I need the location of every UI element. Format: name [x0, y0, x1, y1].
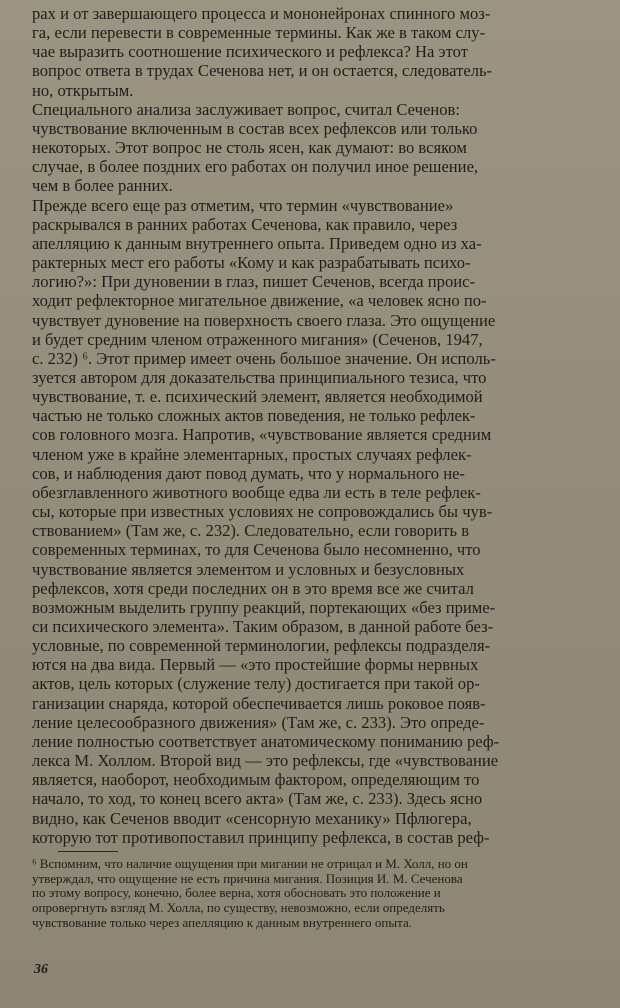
text-line: возможным выделить группу реакций, портекающих «без приме-	[32, 597, 496, 617]
text-line: рах и от завершающего процесса и мононейронах спинного моз-	[32, 4, 491, 23]
text-line: с. 232) ⁶. Этот пример имеет очень большое значение. Он исполь-	[32, 348, 496, 368]
text-line: Специального анализа заслуживает вопрос, считал Сеченов:	[32, 99, 460, 119]
text-line: чувствование является элементом и условных и безусловных	[32, 559, 465, 579]
text-line: рефлексов, хотя среди последних он в это время все же считал	[32, 578, 474, 598]
footnote-divider	[58, 851, 118, 852]
text-line: чувствование, т. е. психический элемент, является необходимой	[32, 387, 483, 407]
text-line: апелляцию к данным внутреннего опыта. Приведем одно из ха-	[32, 233, 482, 253]
text-line: вопрос ответа в трудах Сеченова нет, и он остается, следователь-	[32, 61, 493, 81]
text-line: ганизации снаряда, которой обеспечивается лишь роковое появ-	[32, 693, 486, 713]
text-line: современных терминах, то для Сеченова было несомненно, что	[32, 540, 481, 560]
footnote-line: чувствование только через апелляцию к данным внутреннего опыта.	[32, 916, 412, 931]
footnote-line: по этому вопросу, конечно, более верна, хотя обосновать это положение и	[32, 886, 441, 901]
text-line: лекса М. Холлом. Второй вид — это рефлексы, где «чувствование	[32, 751, 499, 771]
footnote	[32, 857, 602, 931]
text-line: членом уже в крайне элементарных, простых случаях рефлек-	[32, 444, 472, 464]
text-line: зуется автором для доказательства принципиального тезиса, что	[32, 367, 487, 387]
text-line: сов, и наблюдения дают повод думать, что у нормального не-	[32, 463, 465, 483]
text-line: си психического элемента». Таким образом, в данной работе без-	[32, 617, 494, 636]
body-text	[32, 4, 602, 847]
text-line: актов, цель которых (служение телу) достигается при такой ор-	[32, 674, 480, 694]
text-line: которую тот противопоставил принципу рефлекса, в состав реф-	[32, 827, 490, 847]
text-line: сов головного мозга. Напротив, «чувствование является средним	[32, 425, 492, 445]
text-line: рактерных мест его работы «Кому и как разрабатывать психо-	[32, 253, 471, 273]
text-line: ются на два вида. Первый — «это простейшие формы нервных	[32, 655, 479, 675]
text-line: ходит рефлекторное мигательное движение, «а человек ясно по-	[32, 291, 487, 311]
text-line: случае, в более поздних его работах он получил иное решение,	[32, 157, 479, 177]
footnote-line: ⁶ Вспомним, что наличие ощущения при мигании не отрицал и М. Холл, но он	[32, 856, 468, 871]
text-line: сы, которые при известных условиях не сопровождались бы чув-	[32, 502, 493, 522]
footnote-line: утверждал, что ощущение не есть причина мигания. Позиция И. М. Сеченова	[32, 871, 463, 886]
text-line: га, если перевести в современные термины. Как же в таком слу-	[32, 23, 486, 43]
paragraph	[32, 100, 602, 196]
text-line: Прежде всего еще раз отметим, что термин «чувствование»	[32, 195, 454, 215]
text-line: раскрывался в ранних работах Сеченова, как правило, через	[32, 214, 458, 234]
text-line: логию?»: При дуновении в глаз, пишет Сеченов, всегда проис-	[32, 272, 476, 292]
text-line: ствованием» (Там же, с. 232). Следовательно, если говорить в	[32, 521, 470, 541]
text-line: чае выразить соотношение психического и рефлекса? На этот	[32, 42, 468, 62]
text-line: чувствование включенным в состав всех рефлексов или только	[32, 118, 478, 138]
text-line: условные, по современной терминологии, рефлексы подразделя-	[32, 636, 491, 656]
text-line: обезглавленного животного вообще едва ли есть в теле рефлек-	[32, 482, 481, 502]
text-line: является, наоборот, необходимым фактором, определяющим то	[32, 770, 480, 790]
text-line: ление полностью соответствует анатомическому пониманию реф-	[32, 731, 500, 751]
text-line: ление целесообразного движения» (Там же, с. 233). Это опреде-	[32, 712, 485, 732]
footnote-line: опровергнуть взгляд М. Холла, по существу, невозможно, если определять	[32, 901, 445, 916]
text-line: частью не только сложных актов поведения, не только рефлек-	[32, 406, 476, 426]
text-line: некоторых. Этот вопрос не столь ясен, как думают: во всяком	[32, 138, 467, 158]
paragraph	[32, 4, 602, 100]
text-line: начало, то ход, то конец всего акта» (Там же, с. 233). Здесь ясно	[32, 789, 483, 809]
text-line: видно, как Сеченов вводит «сенсорную механику» Пфлюгера,	[32, 808, 472, 828]
paragraph	[32, 196, 602, 847]
page-number: 36	[34, 962, 48, 977]
text-line: но, открытым.	[32, 80, 134, 100]
text-line: и будет средним членом отраженного мигания» (Сеченов, 1947,	[32, 329, 483, 349]
text-line: чем в более ранних.	[32, 176, 173, 196]
text-line: чувствует дуновение на поверхность своего глаза. Это ощущение	[32, 310, 496, 330]
